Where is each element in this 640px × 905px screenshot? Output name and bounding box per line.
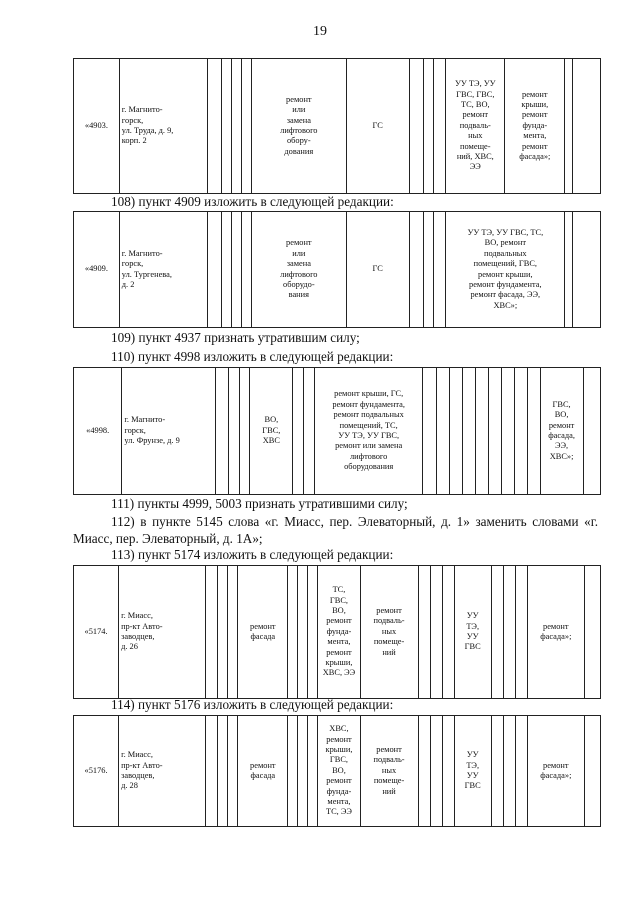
address-cell: г. Магнито- горск, ул. Труда, д. 9, корп. 2 <box>119 59 208 194</box>
page-number: 19 <box>313 24 327 39</box>
works-list-cell: ХВС, ремонт крыши, ГВС, ВО, ремонт фунда- мента, ТС, ЭЭ <box>318 716 360 827</box>
last-cell: ремонт фасада»; <box>527 716 584 827</box>
item-number: «5174. <box>74 566 119 699</box>
basement-cell: ремонт подваль- ных помеще- ний <box>360 566 418 699</box>
gs-cell: ГС <box>346 59 409 194</box>
address-cell: г. Миасс, пр-кт Авто- заводцев, д. 26 <box>119 566 206 699</box>
utilities-cell: ВО, ГВС, ХВС <box>250 368 293 495</box>
item-number: «4998. <box>74 368 122 495</box>
paragraph-112: 112) в пункте 5145 слова «г. Миасс, пер. Элеваторный, д. 1» заменить словами «г. Миасс, пер. Элеваторный, д. 1А»; <box>73 514 598 546</box>
work-cell: ремонт или замена лифтового обору- дования <box>252 59 347 194</box>
last-cell: ремонт фасада»; <box>527 566 584 699</box>
works-list-cell: ТС, ГВС, ВО, ремонт фунда- мента, ремонт крыши, ХВС, ЭЭ <box>318 566 360 699</box>
paragraph-108: 108) пункт 4909 изложить в следующей редакции: <box>111 194 394 209</box>
paragraph-109: 109) пункт 4937 признать утратившим силу; <box>111 330 360 345</box>
metering-cell: УУ ТЭ, УУ ГВС <box>454 716 491 827</box>
metering-cell: УУ ТЭ, УУ ГВС <box>454 566 491 699</box>
item-number: «4909. <box>74 212 120 328</box>
paragraph-110: 110) пункт 4998 изложить в следующей редакции: <box>111 349 394 364</box>
work-cell: ремонт или замена лифтового оборудо- вания <box>252 212 347 328</box>
address-cell: г. Магнито- горск, ул. Фрунзе, д. 9 <box>122 368 216 495</box>
facade-cell: ремонт фасада <box>238 566 288 699</box>
table-row-4998 <box>73 367 601 495</box>
table-row-5174 <box>73 565 601 699</box>
paragraph-111: 111) пункты 4999, 5003 признать утратившими силу; <box>111 496 408 511</box>
paragraph-114: 114) пункт 5176 изложить в следующей редакции: <box>111 697 394 712</box>
gs-cell: ГС <box>346 212 409 328</box>
item-number: «4903. <box>74 59 120 194</box>
works-list-cell: УУ ТЭ, УУ ГВС, ТС, ВО, ремонт подвальных помещений, ГВС, ремонт крыши, ремонт фундамента, ремонт фасада, ЭЭ, ХВС»; <box>446 212 565 328</box>
facade-cell: ремонт фасада <box>238 716 288 827</box>
last-cell: ремонт крыши, ремонт фунда- мента, ремонт фасада»; <box>505 59 565 194</box>
basement-cell: ремонт подваль- ных помеще- ний <box>360 716 418 827</box>
table-row-5176 <box>73 715 601 827</box>
address-cell: г. Миасс, пр-кт Авто- заводцев, д. 28 <box>119 716 206 827</box>
address-cell: г. Магнито- горск, ул. Тургенева, д. 2 <box>119 212 208 328</box>
last-cell: ГВС, ВО, ремонт фасада, ЭЭ, ХВС»; <box>540 368 583 495</box>
works-list-cell: ремонт крыши, ГС, ремонт фундамента, ремонт подвальных помещений, ТС, УУ ТЭ, УУ ГВС, ремонт или замена лифтового оборудования <box>314 368 423 495</box>
table-row-4903 <box>73 58 601 194</box>
item-number: «5176. <box>74 716 119 827</box>
works-list-cell: УУ ТЭ, УУ ГВС, ГВС, ТС, ВО, ремонт подваль- ных помеще- ний, ХВС, ЭЭ <box>446 59 505 194</box>
table-row-4909 <box>73 211 601 328</box>
paragraph-113: 113) пункт 5174 изложить в следующей редакции: <box>111 547 394 562</box>
